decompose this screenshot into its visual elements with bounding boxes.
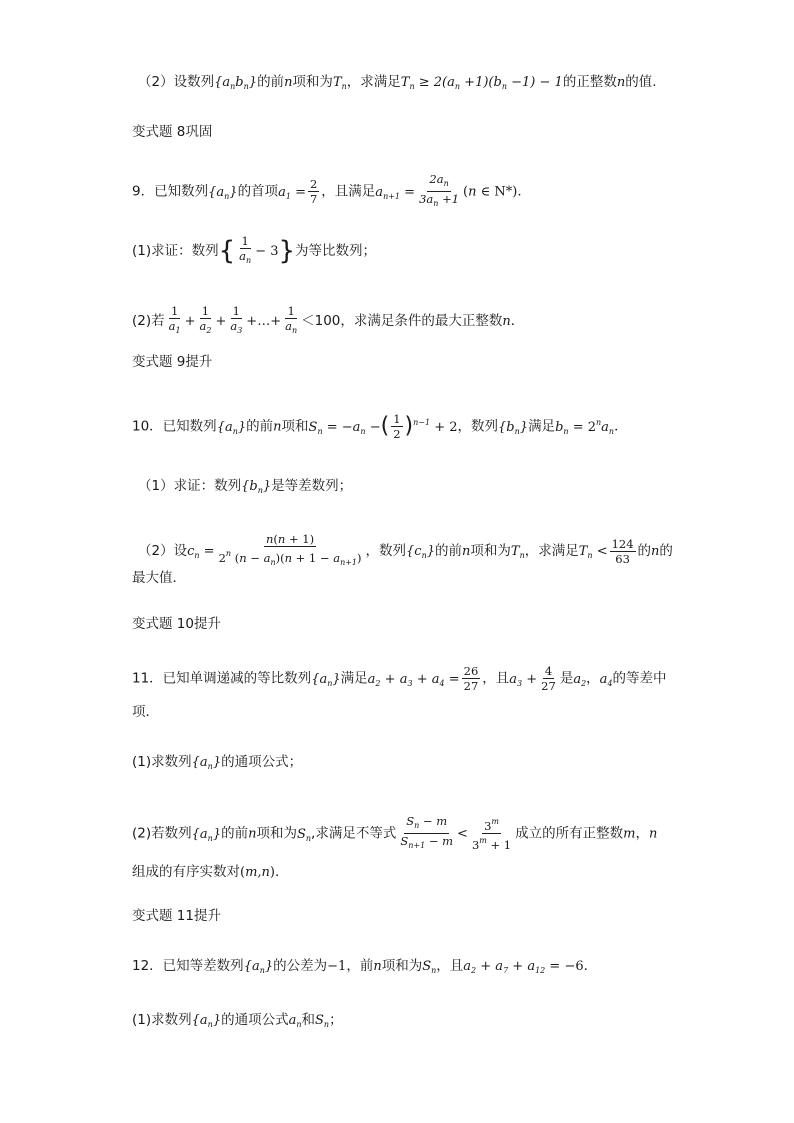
q8-part2: （2）设数列$\{a_nb_n\}$的前n项和为$T_n$，求满足$T_n \ge 2(a_n +1)(b_n -1) - 1$的正整数n的值. [138, 74, 657, 91]
q10-part2-cont: 最大值． [132, 570, 186, 586]
q12-stem: 12．已知等差数列$\{a_n\}$的公差为−1，前n项和为$S_n$，且$a_2 + a_7 + a_{12} = -6$． [132, 958, 598, 975]
variant-label-8: 变式题 8巩固 [132, 124, 213, 140]
q9-part2: (2)若 $\frac{1}{a_1}$ + $\frac{1}{a_2}$ + $\frac{1}{a_3}$ +…+ $\frac{1}{a_n}$ ＜100，求满足条件的最大正整数n． [132, 304, 525, 335]
q11-stem: 11．已知单调递减的等比数列$\{a_n\}$满足$a_2 + a_3 + a_4$ = $\frac{26}{27}$ ，且$a_3$ + $\frac{4}{27}$ 是$a_2$，$a_4$的等差中 [132, 664, 667, 693]
variant-label-10: 变式题 10提升 [132, 616, 221, 632]
q9-stem: 9．已知数列$\{a_n\}$的首项$a_1$ = $\frac{2}{7}$ ，且满足$a_{n+1}$ = $\frac{2a_n}{3a_n +1}$ (n ∈ N*)． [132, 172, 531, 208]
q9-part1: (1)求证：数列{ $\frac{1}{a_n}$ − 3}为等比数列； [132, 234, 377, 266]
q11-part2: (2)若数列$\{a_n\}$的前n项和为$S_n$,求满足不等式 $\frac{S_n - m}{S_{n+1} - m}$ < $\frac{3^m}{3^m + 1}$ 成立的所有正整数m，n [132, 814, 658, 852]
q12-part1: (1)求数列$\{a_n\}$的通项公式$a_n$和$S_n$； [132, 1012, 343, 1029]
variant-label-11: 变式题 11提升 [132, 908, 221, 924]
q10-part1: （1）求证：数列$\{b_n\}$是等差数列； [138, 478, 353, 495]
q11-part2-cont: 组成的有序实数对(m,n)． [132, 864, 289, 880]
q11-part1: (1)求数列$\{a_n\}$的通项公式； [132, 754, 303, 771]
q10-stem: 10．已知数列$\{a_n\}$的前n项和$S_n = -a_n$ −( $\frac{1}{2}$ )$^{n-1}$ + 2，数列$\{b_n\}$满足$b_n = 2^na_n$． [132, 412, 628, 441]
q11-stem-cont: 项． [132, 704, 159, 720]
variant-label-9: 变式题 9提升 [132, 354, 213, 370]
q10-part2: （2）设$c_n$ = $\frac{n(n + 1)}{2^n (n - a_n)(n + 1 - a_{n+1})}$ ，数列$\{c_n\}$的前n项和为$T_n$，求满足$T_n$ < $\frac{124}{63}$ 的n的 [138, 532, 673, 567]
